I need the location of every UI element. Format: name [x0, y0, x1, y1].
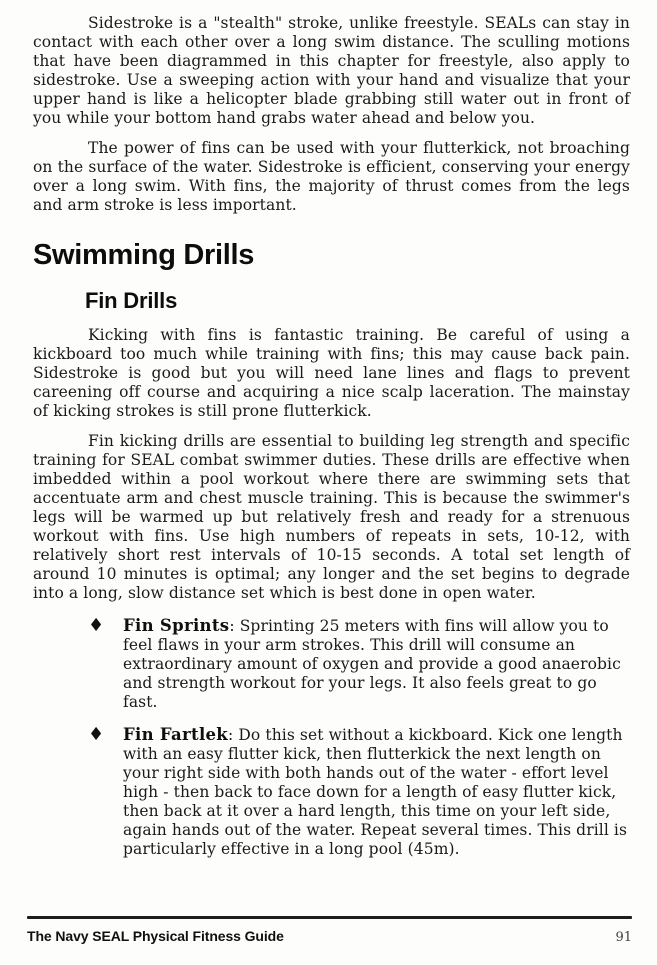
- list-item-fin-sprints: [88, 616, 630, 712]
- drill-text: [123, 725, 630, 859]
- paragraph-sidestroke: Sidestroke is a "stealth" stroke, unlike freestyle. SEALs can stay in contact with each other over a long swim distance. The sculling motions that have been diagrammed in this chapter for freestyle, also apply to sidestroke. Use a sweeping action with your hand and visualize that your upper hand is like a helicopter blade grabbing still water out in front of you while your bottom hand grabs water ahead and below you.: [33, 14, 630, 127]
- paragraph-fin-kicking-drills: Fin kicking drills are essential to building leg strength and specific training for SEAL combat swimmer duties. These drills are effective when imbedded within a pool workout where there are swimming sets that accentuate arm and chest muscle training. This is because the swimmer's legs will be warmed up but relatively fresh and ready for a strenuous workout with fins. Use high numbers of repeats in sets, 10-12, with relatively short rest intervals of 10-15 seconds. A total set length of around 10 minutes is optimal; any longer and the set begins to degrade into a long, slow distance set which is best done in open water.: [33, 432, 630, 602]
- drill-text: [123, 616, 630, 712]
- paragraph-fin-power: The power of fins can be used with your flutterkick, not broaching on the surface of the water. Sidestroke is efficient, conserving your energy over a long swim. With fins, the majority of thrust comes from the legs and arm stroke is less important.: [33, 139, 630, 214]
- drill-description: : Sprinting 25 meters with fins will allow you to feel flaws in your arm strokes. This drill will consume an extraordinary amount of oxygen and provide a good anaerobic and strength workout for your legs. It also feels great to go fast.: [123, 617, 621, 711]
- drill-description: : Do this set without a kickboard. Kick one length with an easy flutter kick, then flutterkick the next length on your right side with both hands out of the water - effort level high - then back to face down for a length of easy flutter kick, then back at it over a hard length, this time on your left side, again hands out of the water. Repeat several times. This drill is particularly effective in a long pool (45m).: [123, 726, 628, 858]
- page-footer: [27, 916, 632, 947]
- diamond-bullet-icon: ♦: [88, 724, 105, 745]
- section-heading-swimming-drills: Swimming Drills: [33, 239, 255, 271]
- drill-list: [33, 616, 630, 859]
- subsection-heading-fin-drills: Fin Drills: [85, 288, 178, 313]
- footer-rule: [27, 916, 632, 919]
- list-item-fin-fartlek: [88, 725, 630, 859]
- footer-row: [27, 927, 632, 947]
- footer-book-title: The Navy SEAL Physical Fitness Guide: [27, 928, 284, 944]
- drill-name-fin-sprints: Fin Sprints: [123, 616, 230, 635]
- diamond-bullet-icon: ♦: [88, 615, 105, 636]
- footer-page-number: 91: [615, 930, 632, 945]
- drill-name-fin-fartlek: Fin Fartlek: [123, 725, 229, 744]
- paragraph-kicking-with-fins: Kicking with fins is fantastic training. Be careful of using a kickboard too much while training with fins; this may cause back pain. Sidestroke is good but you will need lane lines and flags to prevent careening off course and acquiring a nice scalp laceration. The mainstay of kicking strokes is still prone flutterkick.: [33, 326, 630, 420]
